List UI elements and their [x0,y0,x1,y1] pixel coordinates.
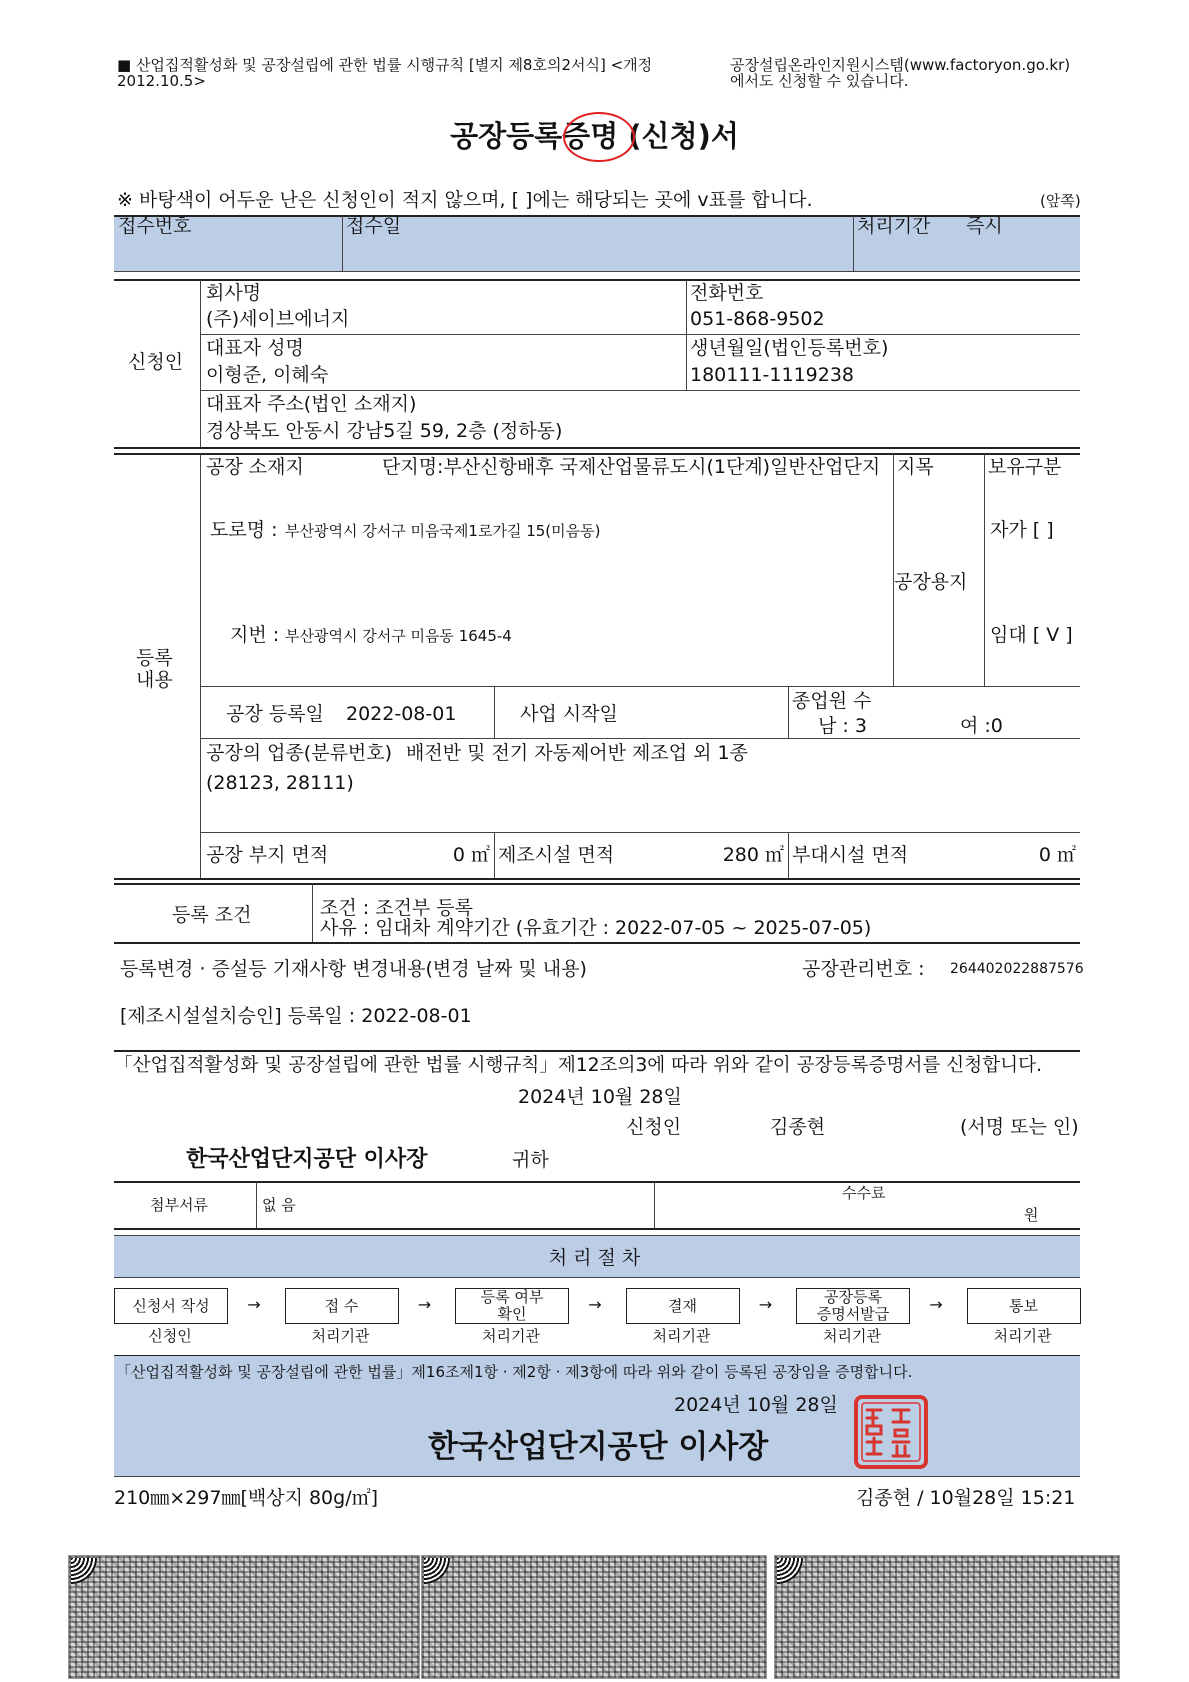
procedure-step-actor: 신청인 [148,1327,192,1345]
procedure-step-actor: 처리기관 [823,1327,881,1345]
mfg-area-value: 280 ㎡ [722,844,784,866]
ownership-lease-option: 임대 [ V ] [990,624,1073,646]
land-category-label: 지목 [897,456,934,478]
barcode-icon [421,1555,767,1679]
online-notice-line1: 공장설립온라인지원시스템(www.factoryon.go.kr) [730,56,1071,74]
shading-notice: ※ 바탕색이 어두운 난은 신청인이 적지 않으며, [ ]에는 해당되는 곳에 v표를 합니다. [117,189,813,211]
fee-label: 수수료 [842,1184,886,1202]
declaration-text: 「산업집적활성화 및 공장설립에 관한 법률 시행규칙」제12조의3에 따라 위와 같이 공장등록증명서를 신청합니다. [114,1055,1043,1076]
address-value: 경상북도 안동시 강남5길 59, 2층 (정하동) [206,420,563,442]
procedure-step-box: 접 수 [285,1288,399,1324]
land-category-value: 공장용지 [894,571,968,593]
change-entry: [제조시설설치승인] 등록일 : 2022-08-01 [120,1005,472,1027]
recipient: 한국산업단지공단 이사장 [186,1147,428,1172]
certification-text: 「산업집적활성화 및 공장설립에 관한 법률」제16조제1항 · 제2항 · 제3항에 따라 위와 같이 등록된 공장임을 증명합니다. [116,1363,913,1381]
registration-date-value: 2022-08-01 [346,703,457,725]
arrow-right-icon: → [417,1295,432,1314]
employees-label: 종업원 수 [792,690,872,712]
attachments-label: 첨부서류 [150,1196,208,1214]
procedure-title: 처 리 절 차 [548,1247,641,1269]
paper-spec: 210㎜×297㎜[백상지 80g/㎡] [114,1487,379,1509]
processing-period-value: 즉시 [966,215,1003,237]
issuer-name: 한국산업단지공단 이사장 [428,1429,769,1465]
online-notice-line2: 에서도 신청할 수 있습니다. [730,72,909,90]
form-reference-line2: 2012.10.5> [117,72,206,90]
arrow-right-icon: → [247,1295,261,1314]
procedure-step-actor: 처리기관 [652,1327,711,1345]
official-seal-icon [853,1394,929,1470]
applicant-sign-name: 김종현 [770,1116,826,1138]
procedure-step-actor: 처리기관 [482,1327,540,1345]
procedure-step-box: 등록 여부 확인 [455,1288,569,1324]
phone-label: 전화번호 [690,282,764,304]
business-start-label: 사업 시작일 [520,703,618,725]
lot-address-value: 부산광역시 강서구 미음동 1645-4 [285,627,512,645]
birth-number-value: 180111-1119238 [690,364,855,386]
conditions-label: 등록 조건 [172,904,252,926]
barcode-icon [774,1555,1120,1679]
procedure-step-box: 신청서 작성 [114,1288,228,1324]
employees-female: 여 :0 [960,715,1003,737]
registration-section-label-2: 내용 [136,669,173,691]
ownership-label: 보유구분 [988,456,1062,478]
phone-value: 051-868-9502 [690,308,825,330]
issued-by: 김종현 / 10월28일 15:21 [856,1487,1076,1509]
receipt-row [114,216,1080,271]
representative-value: 이형준, 이혜숙 [206,364,329,386]
applicant-section-label: 신청인 [128,351,184,373]
form-reference-line1: ■ 산업집적활성화 및 공장설립에 관한 법률 시행규칙 [별지 제8호의2서식] <개정 [117,56,653,74]
applicant-sign-label: 신청인 [626,1116,682,1138]
conditions-line2: 사유 : 임대차 계약기간 (유효기간 : 2022-07-05 ~ 2025-07-05) [320,917,872,939]
industry-label: 공장의 업종(분류번호) [206,742,393,764]
receipt-date-label: 접수일 [346,215,402,237]
factory-location-label: 공장 소재지 [206,456,304,478]
company-name-value: (주)세이브에너지 [206,308,350,330]
registration-section-label-1: 등록 [136,647,173,669]
industrial-complex-name: 단지명:부산신항배후 국제산업물류도시(1단계)일반산업단지 [382,456,881,478]
ownership-own-option: 자가 [ ] [990,519,1054,541]
declaration-date: 2024년 10월 28일 [518,1086,682,1108]
processing-period-label: 처리기간 [857,215,931,237]
recipient-honorific: 귀하 [512,1149,549,1171]
aux-area-value: 0 ㎡ [1038,844,1076,866]
fee-unit: 원 [1024,1206,1039,1224]
management-number-label: 공장관리번호 : [802,958,925,980]
procedure-step-box: 공장등록 증명서발급 [796,1288,910,1324]
page-side: (앞쪽) [1040,192,1081,210]
registration-date-label: 공장 등록일 [226,703,324,725]
procedure-step-box: 통보 [967,1288,1081,1324]
barcode-icon [68,1555,420,1679]
company-name-label: 회사명 [206,282,262,304]
signature-note: (서명 또는 인) [960,1116,1079,1138]
site-area-value: 0 ㎡ [452,844,490,866]
employees-male: 남 : 3 [818,715,867,737]
industry-value: 배전반 및 전기 자동제어반 제조업 외 1종 [406,742,748,764]
arrow-right-icon: → [588,1295,602,1314]
certification-date: 2024년 10월 28일 [674,1394,838,1416]
management-number-value: 264402022887576 [950,961,1084,977]
arrow-right-icon: → [929,1295,943,1314]
procedure-step-actor: 처리기관 [993,1327,1052,1345]
procedure-step-actor: 처리기관 [311,1327,370,1345]
changes-label: 등록변경 · 증설등 기재사항 변경내용(변경 날짜 및 내용) [120,958,587,980]
red-circle-mark [563,112,635,162]
address-label: 대표자 주소(법인 소재지) [206,393,417,415]
site-area-label: 공장 부지 면적 [206,844,329,866]
procedure-step-box: 결재 [626,1288,740,1324]
attachments-value: 없 음 [262,1196,296,1214]
arrow-right-icon: → [758,1295,773,1314]
mfg-area-label: 제조시설 면적 [498,844,615,866]
aux-area-label: 부대시설 면적 [792,844,909,866]
road-address-label: 도로명 : [210,519,278,541]
industry-codes: (28123, 28111) [206,772,354,794]
birth-number-label: 생년월일(법인등록번호) [690,337,889,359]
lot-address-label: 지번 : [230,624,280,646]
conditions-line1: 조건 : 조건부 등록 [320,897,473,919]
receipt-number-label: 접수번호 [118,215,192,237]
road-address-value: 부산광역시 강서구 미음국제1로가길 15(미음동) [285,522,601,540]
representative-label: 대표자 성명 [206,337,304,359]
page-title: 공장등록증명 (신청)서 [450,119,739,153]
